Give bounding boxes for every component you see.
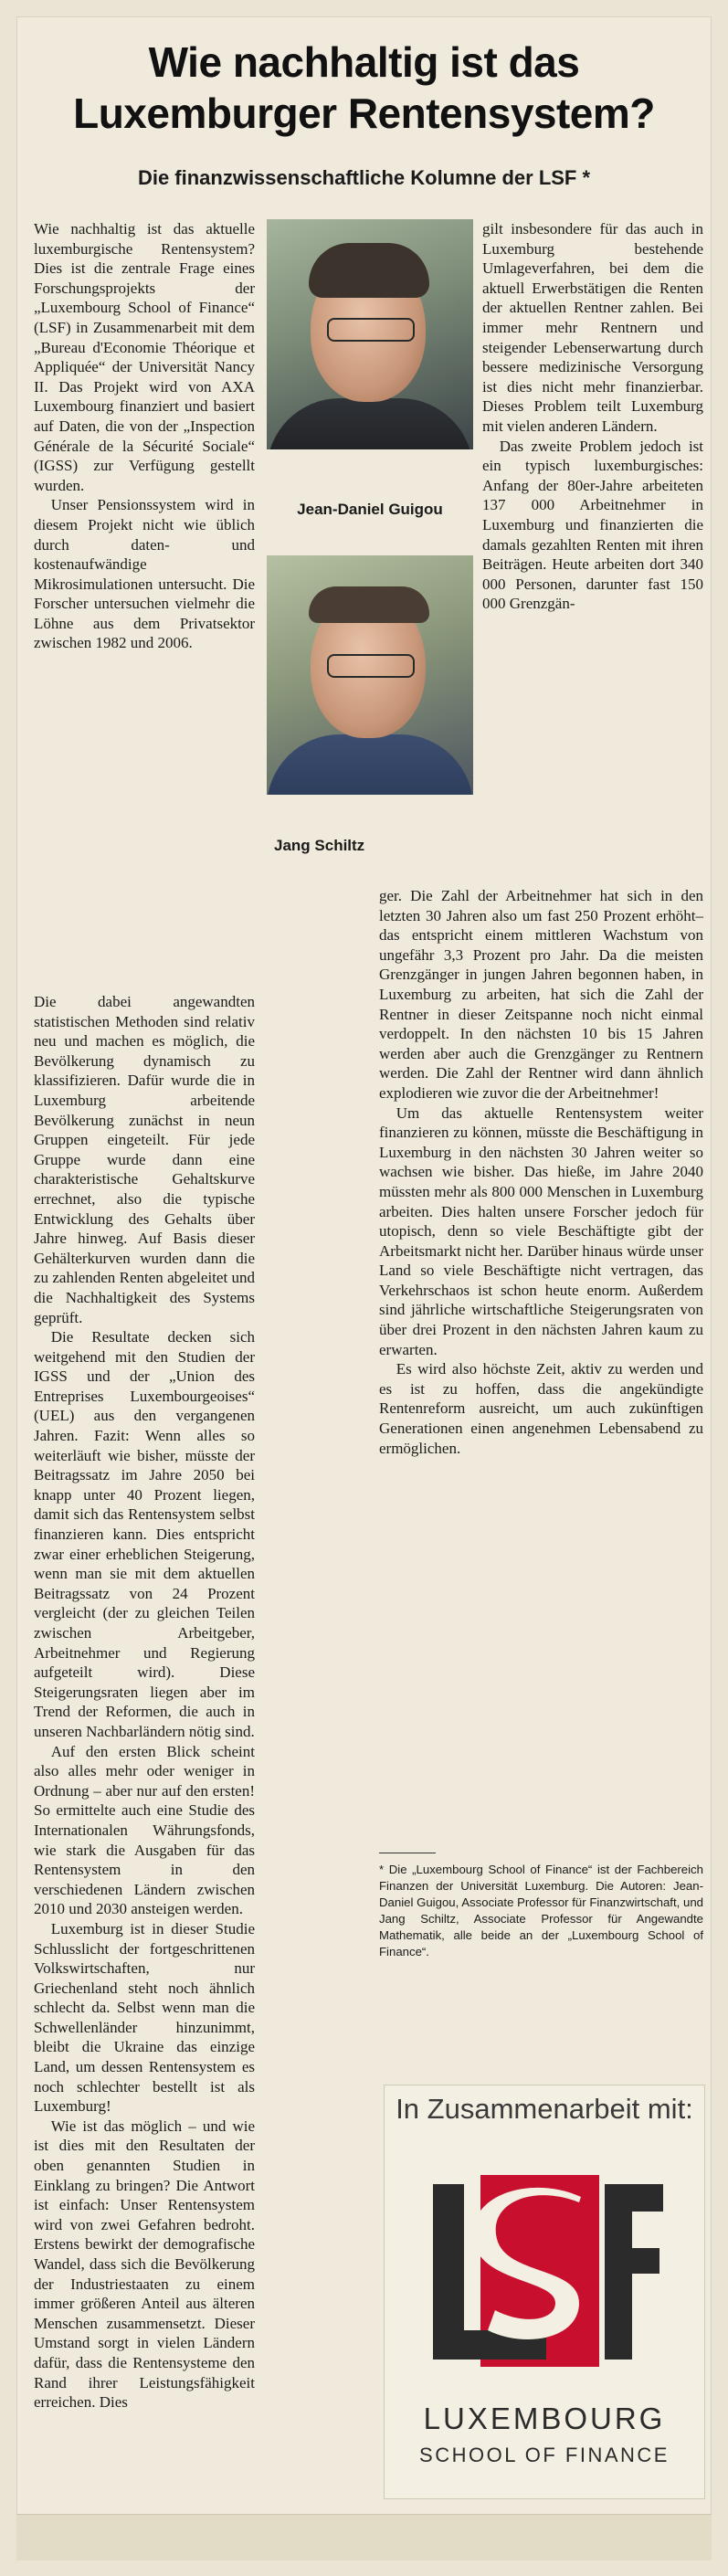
paragraph: Wie ist das möglich – und wie ist dies mit den Resultaten der oben genannten Studien in Einklang zu bringen? Die Antwort ist einfach: Unser Rentensystem wird von zwei Gefahren bedroht. Erstens bewirkt der demografische Wandel, dass sich die Bevölkerung der Industriestaaten zu einem immer größeren Anteil aus älteren Menschen zusammensetzt. Dieser Umstand sorgt in vielen Ländern dafür, dass die Rentensysteme den Rand ihrer Leistungsfähigkeit erreichen. Dies: [34, 2117, 255, 2412]
paragraph: Die Resultate decken sich weitgehend mit den Studien der IGSS und der „Union des Entreprises Luxembourgeoises“ (UEL) aus den vergangenen Jahren. Fazit: Wenn alles so weiterläuft wie bisher, müsste der Beitragssatz im Jahre 2050 bei knapp unter 40 Prozent liegen, damit sich das Rentensystem selbst finanzieren kann. Dies entspricht zwar einer erheblichen Steigerung, wenn man sie mit dem aktuellen Beitragssatz von 24 Prozent vergleicht (der zu gleichen Teilen zwischen Arbeitgeber, Arbeitnehmer und Regierung aufgeteilt wird). Diese Steigerungsraten liegen aber im Trend der Reformen, die auch in unseren Nachbarländern nötig sind.: [34, 1328, 255, 1740]
text-column-right-wide: [379, 886, 703, 1458]
text-column-left-bottom: [34, 992, 255, 2412]
footnote: * Die „Luxembourg School of Finance“ ist der Fachbereich Finanzen der Universität Luxemburg. Die Autoren: Jean-Daniel Guigou, Associate Professor für Finanzwirtschaft, und Jang Schiltz, Associate Professor für Angewandte Mathematik, alle beide an der „Luxembourg School of Finance“.: [379, 1863, 703, 1958]
paragraph: ger. Die Zahl der Arbeitnehmer hat sich in den letzten 30 Jahren also um fast 250 Prozent erhöht– das entspricht einem mittleren Wachstum von ungefähr 3,3 Prozent pro Jahr. Da die meisten Grenzgänger in jungen Jahren begonnen haben, in Luxemburg zu arbeiten, hat sich die Zahl der Rentner in dieser Zeitspanne noch nicht einmal verdoppelt. In den nächsten 10 bis 15 Jahren werden aber auch die Grenzgänger zu Rentnern werden. Die Zahl der Rentner wird dann ähnlich explodieren wie zuvor die der Arbeitnehmer!: [379, 887, 703, 1102]
paragraph: Das zweite Problem jedoch ist ein typisch luxemburgisches: Anfang der 80er-Jahre arbeiteten 137 000 Arbeitnehmer in Luxemburg und finanzierten die damals gezahlten Renten mit ihren Beiträgen. Heute arbeiten dort 340 000 Personen, darunter fast 150 000 Grenzgän-: [482, 437, 703, 613]
paragraph: Wie nachhaltig ist das aktuelle luxemburgische Rentensystem? Dies ist die zentrale Frage eines Forschungsprojekts der „Luxembourg School of Finance“ (LSF) in Zusammenarbeit mit dem „Bureau d'Economie Théorique et Appliquée“ der Universität Nancy II. Das Projekt wird von AXA Luxembourg finanziert und basiert auf Daten, die von der „Inspection Générale de la Sécurité Sociale“ (IGSS) zur Verfügung gestellt wurden.: [34, 220, 255, 494]
article-headline: Wie nachhaltig ist das Luxemburger Rentensystem?: [73, 38, 655, 137]
paragraph: gilt insbesondere für das auch in Luxemburg bestehende Umlageverfahren, bei dem die aktuell Erwerbstätigen die Renten der aktuellen Rentner zahlen. Bei immer mehr Rentnern und steigender Lebenserwartung durch bessere medizinische Versorgung ist dies nicht mehr finanzierbar. Dieses Problem teilt Luxemburg mit vielen anderen Ländern.: [482, 220, 703, 435]
text-column-left-top: [34, 219, 255, 653]
cooperation-box: [384, 2085, 705, 2499]
lsf-logo-icon: [417, 2166, 672, 2394]
glasses-shape: [327, 318, 415, 342]
logo-letter-f: [605, 2184, 663, 2360]
logo-text-luxembourg: LUXEMBOURG: [423, 2402, 666, 2435]
shirt-shape: [267, 734, 473, 795]
hair-shape: [309, 586, 429, 623]
bottom-strip: [16, 2514, 712, 2560]
photo-caption-guigou: Jean-Daniel Guigou: [297, 501, 443, 518]
article-subheadline: Die finanzwissenschaftliche Kolumne der LSF *: [137, 166, 591, 189]
photo-caption-schiltz: Jang Schiltz: [274, 837, 365, 854]
paragraph: Unser Pensionssystem wird in diesem Projekt nicht wie üblich durch daten- und kostenaufwändige Mikrosimulationen untersucht. Die Forscher untersuchen vielmehr die Löhne aus dem Privatsektor zwischen 1982 und 2006.: [34, 496, 255, 652]
text-column-right-top: [482, 219, 703, 614]
paragraph: Luxemburg ist in dieser Studie Schlusslicht der fortgeschrittenen Volkswirtschaften, nur Griechenland steht noch ähnlich schlecht da. Selbst wenn man die Schwellenländer hinzunimmt, bleibt die Ukraine das einzige Land, um dessen Rentensystem es noch schlechter bestellt ist als Luxemburg!: [34, 1919, 255, 2116]
paragraph: Auf den ersten Blick scheint also alles mehr oder weniger in Ordnung – aber nur auf den ersten! So ermittelte auch eine Studie des Internationalen Währungsfonds, wie stark die Ausgaben für das Rentensystem in den verschiedenen Ländern zwischen 2010 und 2030 ansteigen werden.: [34, 1742, 255, 1918]
logo-text-school-of-finance: SCHOOL OF FINANCE: [419, 2444, 670, 2466]
author-photo-guigou: [267, 219, 473, 449]
hair-shape: [309, 243, 429, 298]
suit-shape: [267, 398, 473, 449]
paragraph: Es wird also höchste Zeit, aktiv zu werden und es ist zu hoffen, dass die angekündigte Rentenreform ausreicht, um auch zukünftigen Generationen einen angenehmen Lebensabend zu ermöglichen.: [379, 1360, 703, 1457]
cooperation-title: In Zusammenarbeit mit:: [396, 2093, 693, 2125]
paragraph: Die dabei angewandten statistischen Methoden sind relativ neu und machen es möglich, die Bevölkerung dynamisch zu klassifizieren. Dafür wurde die in Luxemburg arbeitende Bevölkerung zunächst in neun Gruppen eingeteilt. Für jede Gruppe wurde dann eine charakteristische Gehaltskurve errechnet, also die typische Entwicklung des Gehalts über Jahre hinweg. Auf Basis dieser Gehälterkurven wurden dann die zu zahlenden Renten abgeleitet und die Nachhaltigkeit des Systems geprüft.: [34, 993, 255, 1326]
glasses-shape: [327, 654, 415, 678]
author-photo-schiltz: [267, 555, 473, 795]
paragraph: Um das aktuelle Rentensystem weiter finanzieren zu können, müsste die Beschäftigung in Luxemburg in den nächsten 30 Jahren weiter so wachsen wie bisher. Das hieße, im Jahre 2040 müssten mehr als 800 000 Menschen in Luxemburg arbeiten. Dies halten unsere Forscher jedoch für utopisch, denn so viele Beschäftigte gibt der Arbeitsmarkt nicht her. Darüber hinaus würde unser Land so viele Beschäftigte nicht vertragen, das Verkehrschaos ist schon heute enorm. Außerdem sind jährliche wirtschaftliche Steigerungsraten von über drei Prozent in den nächsten Jahren kaum zu erwarten.: [379, 1103, 703, 1358]
